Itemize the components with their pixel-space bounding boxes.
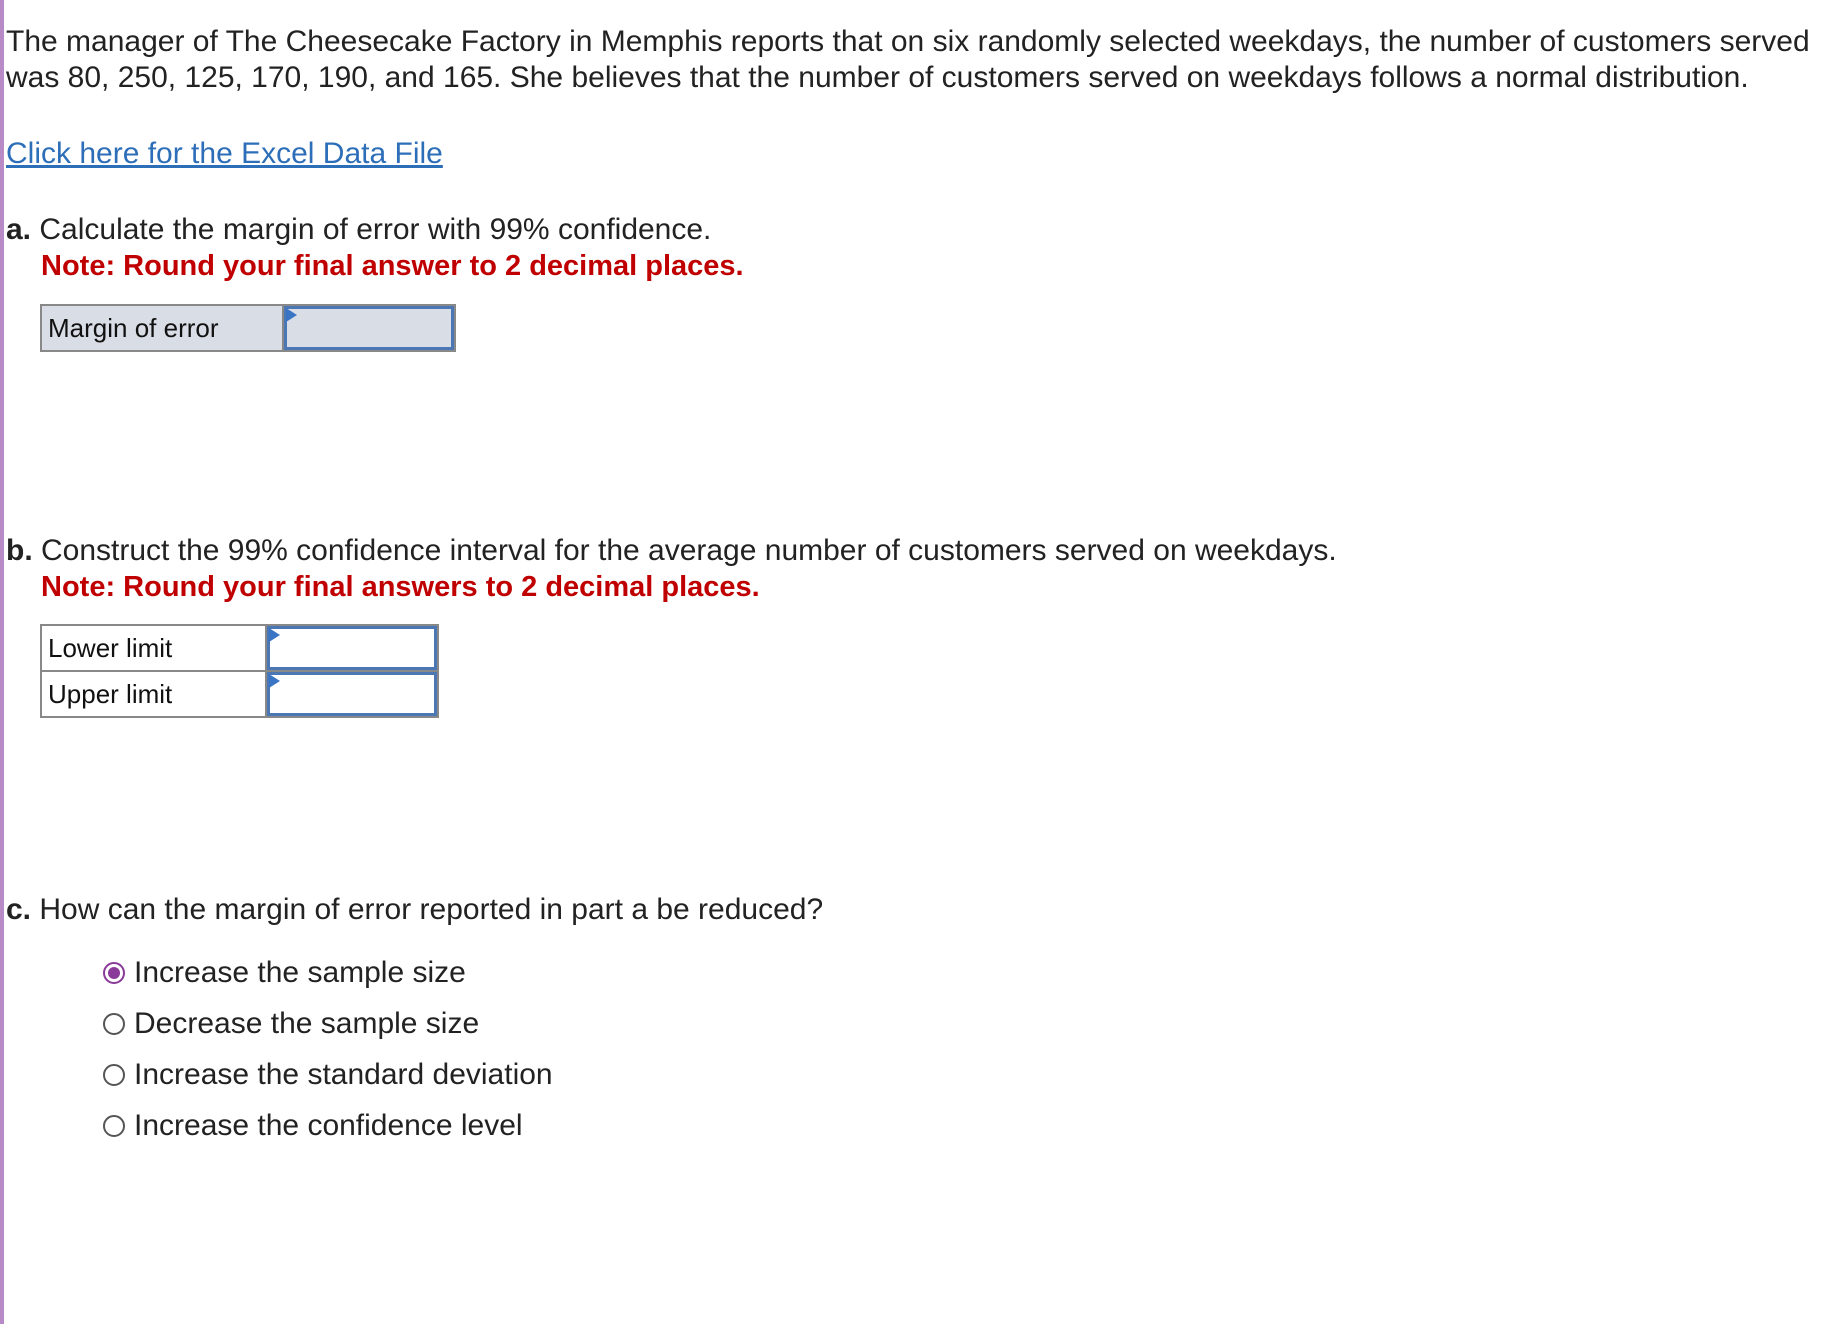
answer-marker-icon (269, 628, 280, 642)
radio-button[interactable] (103, 962, 125, 984)
option-increase-confidence-level[interactable] (103, 1100, 553, 1151)
part-b-question (6, 533, 1337, 605)
option-label: Decrease the sample size (134, 1006, 480, 1040)
radio-button[interactable] (103, 1064, 125, 1086)
radio-button[interactable] (103, 1013, 125, 1035)
answer-marker-icon (286, 308, 297, 322)
left-border-bar (0, 0, 4, 1324)
margin-of-error-label: Margin of error (41, 305, 283, 351)
option-label: Increase the standard deviation (134, 1057, 553, 1091)
upper-limit-input[interactable] (267, 672, 437, 716)
option-increase-sample-size[interactable] (103, 947, 553, 998)
lower-limit-label: Lower limit (41, 625, 266, 671)
table-row (41, 305, 455, 351)
option-label: Increase the confidence level (134, 1108, 523, 1142)
part-a-letter: a. (6, 213, 32, 246)
part-a-question (6, 212, 744, 284)
part-c-question (6, 892, 823, 928)
question-content (6, 24, 1816, 172)
option-increase-standard-deviation[interactable] (103, 1049, 553, 1100)
problem-statement: The manager of The Cheesecake Factory in Memphis reports that on six randomly selected weekdays, the number of customers served was 80, 250, 125, 170, 190, and 165. She believes that the number of customers served on weekdays follows a normal distribution. (6, 25, 1810, 94)
part-b-note: Note: Round your final answers to 2 decimal places. (41, 571, 760, 603)
lower-limit-cell (266, 625, 438, 671)
table-row (41, 625, 438, 671)
option-decrease-sample-size[interactable] (103, 998, 553, 1049)
table-row (41, 671, 438, 717)
answer-options (103, 947, 553, 1151)
option-label: Increase the sample size (134, 955, 466, 989)
margin-of-error-cell (283, 305, 455, 351)
part-b-text: Construct the 99% confidence interval for the average number of customers served on weekdays. (41, 534, 1337, 567)
confidence-interval-table (40, 624, 439, 718)
upper-limit-label: Upper limit (41, 671, 266, 717)
upper-limit-cell (266, 671, 438, 717)
part-b-letter: b. (6, 534, 33, 567)
margin-of-error-input[interactable] (284, 306, 454, 350)
part-a-note: Note: Round your final answer to 2 decimal places. (41, 250, 744, 282)
radio-button[interactable] (103, 1115, 125, 1137)
part-a-text: Calculate the margin of error with 99% confidence. (39, 213, 712, 246)
lower-limit-input[interactable] (267, 626, 437, 670)
margin-of-error-table (40, 304, 456, 352)
answer-marker-icon (269, 674, 280, 688)
part-c-text: How can the margin of error reported in part a be reduced? (39, 893, 824, 926)
part-c-letter: c. (6, 893, 32, 926)
excel-data-file-link[interactable]: Click here for the Excel Data File (6, 137, 443, 170)
